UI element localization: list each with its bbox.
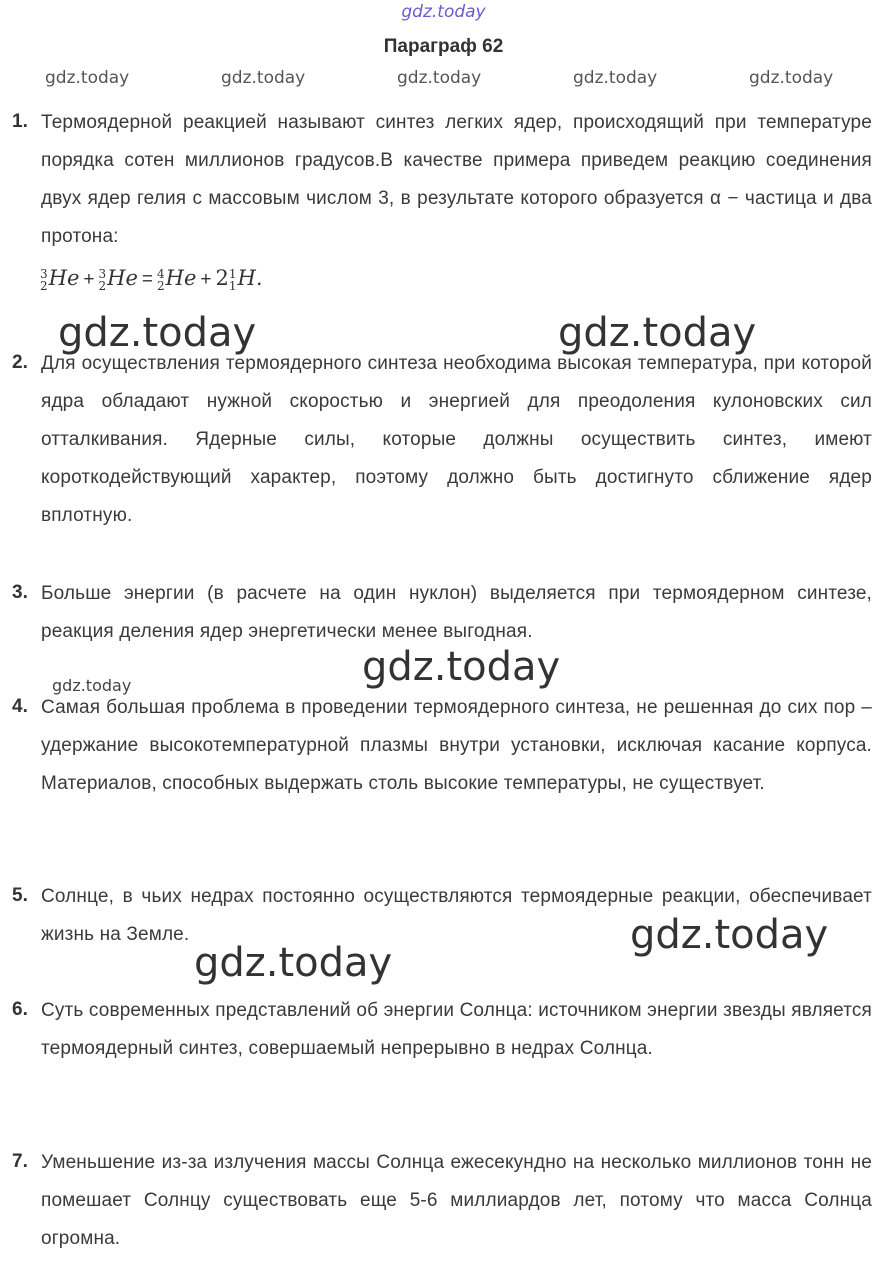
watermark: gdz.today: [573, 68, 658, 88]
watermark: gdz.today: [397, 68, 482, 88]
list-item: [12, 345, 872, 535]
page-title: Параграф 62: [383, 36, 504, 57]
watermark: gdz.today: [194, 940, 393, 986]
watermark: gdz.today: [45, 68, 130, 88]
list-item: [12, 1144, 872, 1258]
item-number: 1.: [12, 111, 28, 132]
formula: 3 2 He + 3 2 He = 4 2 He + 2 1 1 H.: [40, 266, 263, 293]
item-text: Для осуществления термоядерного синтеза необходима высокая температура, при которой ядра обладают нужной скоростью и энергией для преодоления кулоновских сил отталкивания. Ядерные силы, которые должны осуществить синтез, имеют короткодействующий характер, поэтому должно быть достигнуто сближение ядер вплотную.: [41, 353, 872, 526]
item-number: 4.: [12, 696, 28, 717]
watermark: gdz.today: [362, 644, 561, 690]
watermark-top: gdz.today: [401, 2, 486, 22]
item-number: 2.: [12, 352, 28, 373]
item-text: Термоядерной реакцией называют синтез легких ядер, происходящий при температуре порядка сотен миллионов градусов.В качестве примера приведем реакцию соединения двух ядер гелия с массовым числом 3, в результате которого образуется α − частица и два протона:: [41, 112, 872, 247]
item-number: 5.: [12, 885, 28, 906]
item-number: 3.: [12, 582, 28, 603]
item-text: Суть современных представлений об энергии Солнца: источником энергии звезды является термоядерный синтез, совершаемый непрерывно в недрах Солнца.: [41, 1000, 872, 1059]
watermark: gdz.today: [558, 310, 757, 356]
watermark: gdz.today: [58, 310, 257, 356]
list-item: [12, 575, 872, 651]
item-text: Уменьшение из-за излучения массы Солнца ежесекундно на несколько миллионов тонн не помешает Солнцу существовать еще 5-6 миллиардов лет, потому что масса Солнца огромна.: [41, 1152, 872, 1249]
list-item: [12, 689, 872, 803]
watermark: gdz.today: [749, 68, 834, 88]
item-text: Больше энергии (в расчете на один нуклон) выделяется при термоядерном синтезе, реакция деления ядер энергетически менее выгодная.: [41, 583, 872, 642]
item-number: 6.: [12, 999, 28, 1020]
watermark: gdz.today: [52, 676, 132, 695]
watermark: gdz.today: [630, 912, 829, 958]
watermark: gdz.today: [221, 68, 306, 88]
list-item: [12, 992, 872, 1068]
item-text: Самая большая проблема в проведении термоядерного синтеза, не решенная до сих пор – удержание высокотемпературной плазмы внутри установки, исключая касание корпуса. Материалов, способных выдержать столь высокие температуры, не существует.: [41, 697, 872, 794]
list-item: [12, 104, 872, 256]
item-number: 7.: [12, 1151, 28, 1172]
item-text: Солнце, в чьих недрах постоянно осуществляются термоядерные реакции, обеспечивает жизнь на Земле.: [41, 886, 872, 945]
